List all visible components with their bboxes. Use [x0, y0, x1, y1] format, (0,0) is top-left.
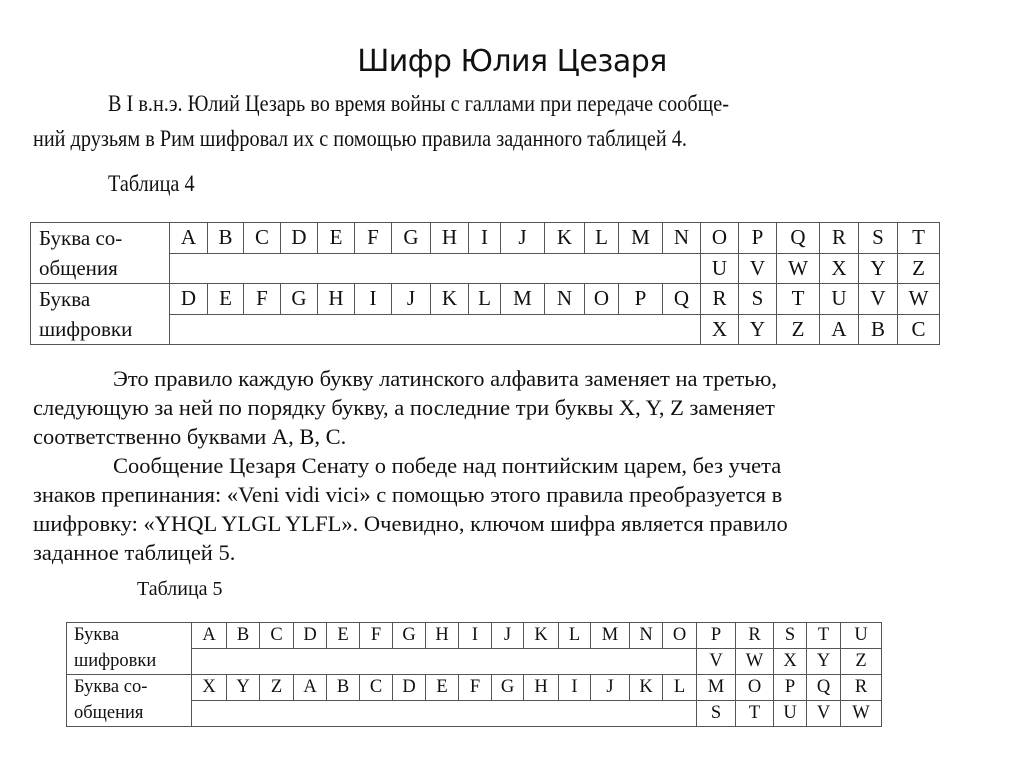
letter-cell: J	[392, 284, 431, 315]
letter-cell: O	[663, 623, 697, 649]
letter-cell: K	[545, 223, 585, 254]
label-line: общения	[39, 256, 118, 280]
table5-row-cipher-top	[67, 623, 882, 649]
letter-cell: R	[841, 675, 882, 701]
intro-line-2: ний друзьям в Рим шифровал их с помощью правила заданного таблицей 4.	[33, 126, 687, 151]
letter-cell: Y	[859, 253, 898, 284]
letter-cell: X	[192, 675, 227, 701]
letter-cell: G	[393, 623, 426, 649]
letter-cell: G	[492, 675, 524, 701]
empty-cell	[192, 649, 697, 675]
letter-cell: W	[777, 253, 820, 284]
intro-line-1: В I в.н.э. Юлий Цезарь во время войны с галлами при передаче сообще-	[108, 91, 729, 116]
letter-cell: D	[170, 284, 208, 315]
letter-cell: K	[524, 623, 559, 649]
letter-cell: B	[327, 675, 360, 701]
letter-cell: R	[820, 223, 859, 254]
letter-cell: I	[459, 623, 492, 649]
letter-cell: P	[619, 284, 663, 315]
letter-cell: W	[841, 701, 882, 727]
letter-cell: P	[774, 675, 807, 701]
letter-cell: P	[697, 623, 736, 649]
letter-cell: S	[859, 223, 898, 254]
letter-cell: M	[501, 284, 545, 315]
letter-cell: H	[431, 223, 469, 254]
letter-cell: I	[559, 675, 591, 701]
letter-cell: H	[524, 675, 559, 701]
letter-cell: Y	[227, 675, 260, 701]
letter-cell: O	[585, 284, 619, 315]
letter-cell: E	[208, 284, 244, 315]
table4-label-cipher	[31, 284, 170, 345]
letter-cell: M	[591, 623, 630, 649]
letter-cell: S	[697, 701, 736, 727]
letter-cell: V	[739, 253, 777, 284]
letter-cell: I	[469, 223, 501, 254]
letter-cell: X	[774, 649, 807, 675]
letter-cell: Z	[777, 314, 820, 345]
letter-cell: T	[898, 223, 940, 254]
label-line: общения	[74, 702, 144, 723]
letter-cell: U	[841, 623, 882, 649]
table4-cipher-table	[30, 222, 940, 345]
letter-cell: G	[281, 284, 318, 315]
explanation-line-3: соответственно буквами A, B, C.	[33, 424, 347, 449]
letter-cell: E	[318, 223, 355, 254]
letter-cell: Z	[898, 253, 940, 284]
letter-cell: V	[807, 701, 841, 727]
letter-cell: B	[227, 623, 260, 649]
letter-cell: L	[585, 223, 619, 254]
empty-cell	[170, 314, 701, 345]
letter-cell: A	[820, 314, 859, 345]
letter-cell: W	[736, 649, 774, 675]
letter-cell: D	[294, 623, 327, 649]
letter-cell: M	[619, 223, 663, 254]
letter-cell: A	[192, 623, 227, 649]
letter-cell: Y	[739, 314, 777, 345]
letter-cell: J	[591, 675, 630, 701]
letter-cell: J	[501, 223, 545, 254]
letter-cell: A	[170, 223, 208, 254]
empty-cell	[170, 253, 701, 284]
letter-cell: X	[820, 253, 859, 284]
letter-cell: N	[545, 284, 585, 315]
letter-cell: L	[559, 623, 591, 649]
explanation-line-6: шифровку: «YHQL YLGL YLFL». Очевидно, ключом шифра является правило	[33, 511, 788, 536]
letter-cell: T	[736, 701, 774, 727]
letter-cell: O	[736, 675, 774, 701]
letter-cell: Q	[663, 284, 701, 315]
letter-cell: N	[630, 623, 663, 649]
slide-title: Шифр Юлия Цезаря	[357, 44, 667, 79]
letter-cell: R	[701, 284, 739, 315]
letter-cell: R	[736, 623, 774, 649]
table5-row-message-top	[67, 675, 882, 701]
label-line: Буква со-	[74, 677, 148, 697]
label-line: Буква	[74, 625, 120, 645]
explanation-line-4: Сообщение Цезаря Сенату о победе над понтийским царем, без учета	[113, 453, 782, 478]
letter-cell: N	[663, 223, 701, 254]
letter-cell: B	[859, 314, 898, 345]
letter-cell: F	[244, 284, 281, 315]
letter-cell: A	[294, 675, 327, 701]
letter-cell: W	[898, 284, 940, 315]
letter-cell: C	[244, 223, 281, 254]
letter-cell: Q	[807, 675, 841, 701]
letter-cell: D	[393, 675, 426, 701]
letter-cell: H	[318, 284, 355, 315]
letter-cell: F	[355, 223, 392, 254]
letter-cell: S	[774, 623, 807, 649]
letter-cell: C	[898, 314, 940, 345]
table4-row-message-top	[31, 223, 940, 254]
table5-caption: Таблица 5	[137, 578, 223, 600]
letter-cell: K	[630, 675, 663, 701]
letter-cell: L	[469, 284, 501, 315]
letter-cell: I	[355, 284, 392, 315]
table4-label-message	[31, 223, 170, 284]
letter-cell: P	[739, 223, 777, 254]
letter-cell: J	[492, 623, 524, 649]
letter-cell: U	[774, 701, 807, 727]
letter-cell: L	[663, 675, 697, 701]
letter-cell: F	[360, 623, 393, 649]
explanation-line-2: следующую за ней по порядку букву, а последние три буквы X, Y, Z заменяет	[33, 395, 775, 420]
letter-cell: E	[426, 675, 459, 701]
table5-label-message	[67, 675, 192, 727]
letter-cell: T	[807, 623, 841, 649]
explanation-line-1: Это правило каждую букву латинского алфавита заменяет на третью,	[113, 366, 778, 391]
explanation-line-5: знаков препинания: «Veni vidi vici» с помощью этого правила преобразуется в	[33, 482, 783, 507]
letter-cell: T	[777, 284, 820, 315]
letter-cell: C	[360, 675, 393, 701]
letter-cell: B	[208, 223, 244, 254]
letter-cell: F	[459, 675, 492, 701]
table5-label-cipher	[67, 623, 192, 675]
empty-cell	[192, 701, 697, 727]
letter-cell: M	[697, 675, 736, 701]
table4-caption: Таблица 4	[108, 171, 195, 196]
table5-cipher-table	[66, 622, 882, 727]
letter-cell: Y	[807, 649, 841, 675]
letter-cell: S	[739, 284, 777, 315]
letter-cell: Q	[777, 223, 820, 254]
letter-cell: E	[327, 623, 360, 649]
letter-cell: Z	[841, 649, 882, 675]
letter-cell: O	[701, 223, 739, 254]
letter-cell: V	[697, 649, 736, 675]
table4-row-cipher-top	[31, 284, 940, 315]
letter-cell: V	[859, 284, 898, 315]
letter-cell: Z	[260, 675, 294, 701]
letter-cell: U	[820, 284, 859, 315]
letter-cell: G	[392, 223, 431, 254]
letter-cell: D	[281, 223, 318, 254]
explanation-line-7: заданное таблицей 5.	[33, 540, 236, 565]
letter-cell: K	[431, 284, 469, 315]
letter-cell: U	[701, 253, 739, 284]
label-line: шифровки	[74, 650, 157, 671]
label-line: Буква со-	[39, 226, 123, 250]
label-line: шифровки	[39, 317, 133, 341]
letter-cell: C	[260, 623, 294, 649]
letter-cell: H	[426, 623, 459, 649]
letter-cell: X	[701, 314, 739, 345]
label-line: Буква	[39, 287, 91, 311]
